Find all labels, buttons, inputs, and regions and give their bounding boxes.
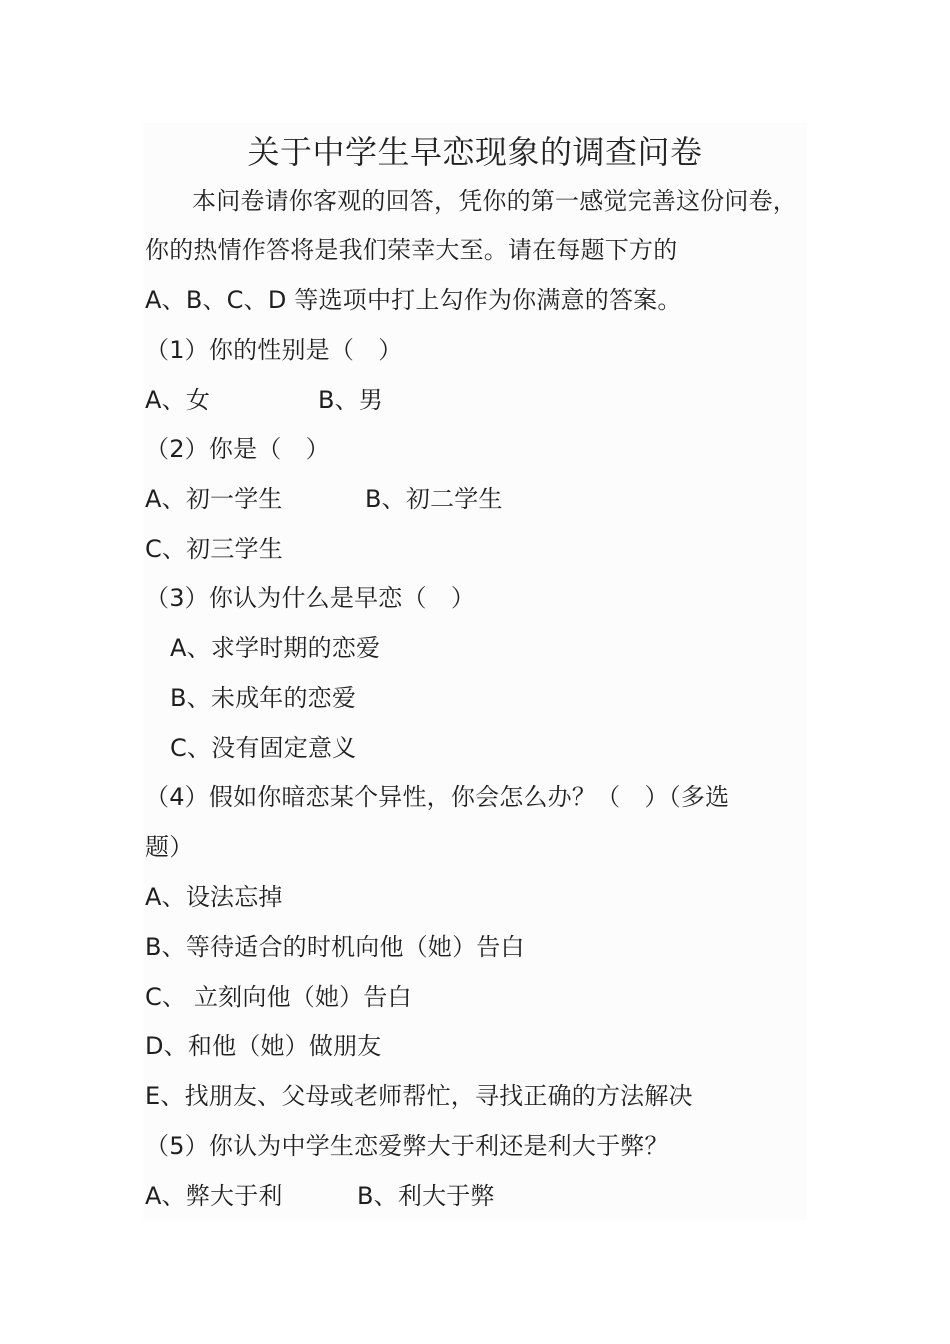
question-4-cont: 题） (145, 833, 194, 861)
option-4b[interactable]: B、等待适合的时机向他（她）告白 (145, 933, 525, 961)
question-5: （5）你认为中学生恋爱弊大于利还是利大于弊？ (145, 1132, 669, 1160)
option-3c[interactable]: C、没有固定意义 (170, 734, 357, 762)
intro-line-2: 你的热情作答将是我们荣幸大至。请在每题下方的 (145, 236, 678, 264)
option-1b[interactable]: B、男 (318, 386, 384, 414)
intro-line-1: 本问卷请你客观的回答，凭你的第一感觉完善这份问卷， (192, 187, 797, 215)
option-4a[interactable]: A、设法忘掉 (145, 883, 283, 911)
question-4: （4）假如你暗恋某个异性，你会怎么办？（ ）（多选 (145, 783, 730, 811)
option-3a[interactable]: A、求学时期的恋爱 (170, 634, 381, 662)
option-4e[interactable]: E、找朋友、父母或老师帮忙，寻找正确的方法解决 (145, 1082, 693, 1110)
question-2: （2）你是（ ） (145, 435, 330, 463)
question-3: （3）你认为什么是早恋（ ） (145, 584, 476, 612)
intro-line-3: A、B、C、D 等选项中打上勾作为你满意的答案。 (145, 286, 682, 314)
document-title: 关于中学生早恋现象的调查问卷 (247, 133, 703, 171)
option-1a[interactable]: A、女 (145, 386, 211, 414)
option-4d[interactable]: D、和他（她）做朋友 (145, 1032, 382, 1060)
option-4c[interactable]: C、 立刻向他（她）告白 (145, 983, 412, 1011)
question-1-options (145, 383, 807, 417)
question-5-options (145, 1179, 807, 1213)
option-2b[interactable]: B、初二学生 (365, 485, 503, 513)
option-5a[interactable]: A、弊大于利 (145, 1182, 283, 1210)
option-2c[interactable]: C、初三学生 (145, 535, 283, 563)
option-5b[interactable]: B、利大于弊 (357, 1182, 495, 1210)
option-2a[interactable]: A、初一学生 (145, 485, 283, 513)
question-2-options (145, 482, 807, 516)
option-3b[interactable]: B、未成年的恋爱 (170, 684, 357, 712)
question-1: （1）你的性别是（ ） (145, 336, 403, 364)
